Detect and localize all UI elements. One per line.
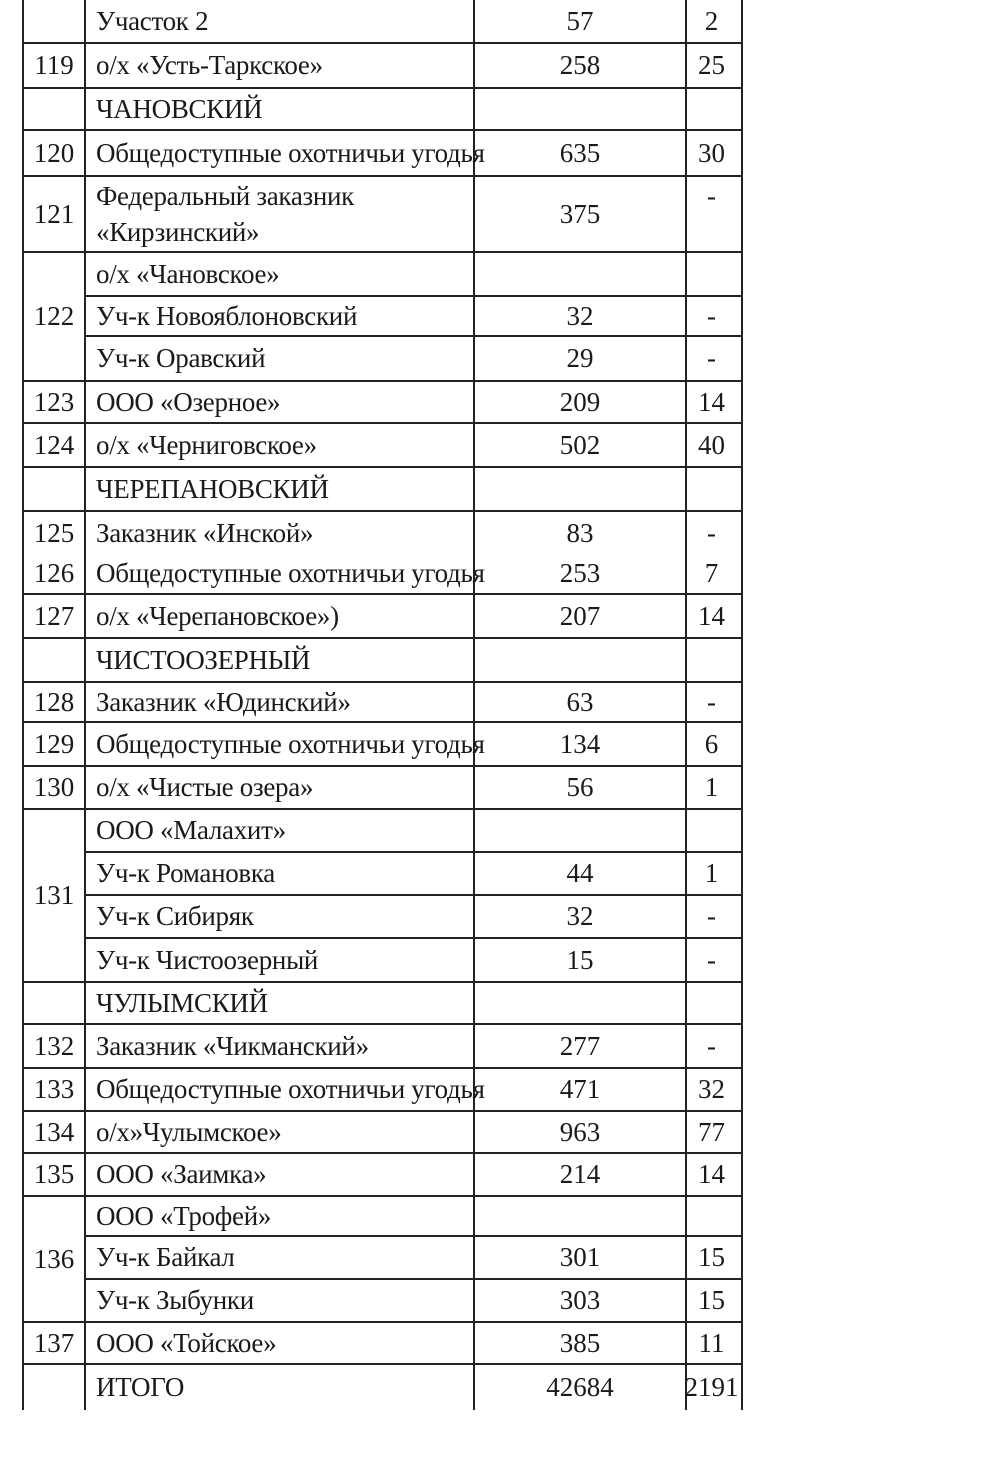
row-area xyxy=(475,810,687,853)
row-number: 134 xyxy=(22,1112,86,1154)
row-name: Общедоступные охотничьи угодья xyxy=(86,1069,475,1112)
row-count: 2 xyxy=(682,0,743,44)
row-number xyxy=(22,89,86,131)
row-area: 253 xyxy=(475,554,687,595)
row-area xyxy=(475,639,687,683)
row-area: 258 xyxy=(475,44,687,89)
row-number: 133 xyxy=(22,1069,86,1112)
row-name: Уч-к Сибиряк xyxy=(86,896,475,939)
row-name: Уч-к Байкал xyxy=(86,1237,475,1280)
row-area: 32 xyxy=(475,896,687,939)
row-name: Уч-к Чистоозерный xyxy=(86,939,475,983)
row-area: 214 xyxy=(475,1154,687,1197)
row-number: 128 xyxy=(22,683,86,723)
row-number: 125 xyxy=(22,512,86,554)
row-area: 63 xyxy=(475,683,687,723)
row-count: - xyxy=(682,297,743,337)
row-name: ЧИСТООЗЕРНЫЙ xyxy=(86,639,475,683)
row-number xyxy=(22,468,86,512)
row-count: - xyxy=(682,177,743,253)
row-number: 131 xyxy=(22,810,86,983)
row-name: Заказник «Юдинский» xyxy=(86,683,475,723)
row-name: ООО «Малахит» xyxy=(86,810,475,853)
row-area: 207 xyxy=(475,595,687,639)
row-count xyxy=(682,253,743,297)
row-name: Заказник «Инской» xyxy=(86,512,475,554)
row-name: Общедоступные охотничьи угодья xyxy=(86,723,475,767)
row-name: ЧУЛЫМСКИЙ xyxy=(86,983,475,1025)
row-name: ООО «Трофей» xyxy=(86,1197,475,1237)
row-area: 134 xyxy=(475,723,687,767)
row-area: 15 xyxy=(475,939,687,983)
row-area: 635 xyxy=(475,131,687,177)
row-count: - xyxy=(682,337,743,382)
row-area: 209 xyxy=(475,382,687,424)
row-count: - xyxy=(682,683,743,723)
row-count xyxy=(682,810,743,853)
row-count: 6 xyxy=(682,723,743,767)
row-count: 14 xyxy=(682,382,743,424)
row-number xyxy=(22,1365,86,1410)
row-name: ЧЕРЕПАНОВСКИЙ xyxy=(86,468,475,512)
row-number: 126 xyxy=(22,554,86,595)
row-count xyxy=(682,983,743,1025)
row-count: 40 xyxy=(682,424,743,468)
row-count: - xyxy=(682,939,743,983)
row-area xyxy=(475,468,687,512)
row-area xyxy=(475,1197,687,1237)
row-name: Общедоступные охотничьи угодья xyxy=(86,554,475,595)
row-number: 132 xyxy=(22,1025,86,1069)
row-name: о/х «Усть-Таркское» xyxy=(86,44,475,89)
row-count: - xyxy=(682,1025,743,1069)
row-number: 137 xyxy=(22,1323,86,1365)
row-count: 2191 xyxy=(682,1365,743,1410)
row-name: ООО «Тойское» xyxy=(86,1323,475,1365)
row-number: 122 xyxy=(22,253,86,382)
row-area: 963 xyxy=(475,1112,687,1154)
row-name: ООО «Заимка» xyxy=(86,1154,475,1197)
row-number: 124 xyxy=(22,424,86,468)
row-area: 44 xyxy=(475,853,687,896)
row-area: 42684 xyxy=(475,1365,687,1410)
row-area xyxy=(475,89,687,131)
row-count xyxy=(682,468,743,512)
row-count: 25 xyxy=(682,44,743,89)
row-area: 301 xyxy=(475,1237,687,1280)
row-number: 130 xyxy=(22,767,86,810)
row-area: 277 xyxy=(475,1025,687,1069)
row-name: Федеральный заказник «Кирзинский» xyxy=(86,177,475,253)
row-count: 77 xyxy=(682,1112,743,1154)
row-area: 502 xyxy=(475,424,687,468)
row-count: 14 xyxy=(682,1154,743,1197)
row-count: - xyxy=(682,896,743,939)
row-count: 11 xyxy=(682,1323,743,1365)
row-number: 121 xyxy=(22,177,86,253)
row-number xyxy=(22,639,86,683)
row-number xyxy=(22,983,86,1025)
row-name: о/х»Чулымское» xyxy=(86,1112,475,1154)
row-area xyxy=(475,253,687,297)
row-area: 32 xyxy=(475,297,687,337)
row-count: - xyxy=(682,512,743,554)
row-number: 135 xyxy=(22,1154,86,1197)
row-name: Заказник «Чикманский» xyxy=(86,1025,475,1069)
row-name: Уч-к Романовка xyxy=(86,853,475,896)
row-count xyxy=(682,89,743,131)
row-area: 29 xyxy=(475,337,687,382)
row-name: ООО «Озерное» xyxy=(86,382,475,424)
row-number: 119 xyxy=(22,44,86,89)
row-count: 15 xyxy=(682,1237,743,1280)
row-area xyxy=(475,983,687,1025)
row-name: о/х «Черепановское») xyxy=(86,595,475,639)
row-number: 120 xyxy=(22,131,86,177)
row-name: о/х «Чановское» xyxy=(86,253,475,297)
row-name: Участок 2 xyxy=(86,0,475,44)
row-count: 30 xyxy=(682,131,743,177)
row-name: ЧАНОВСКИЙ xyxy=(86,89,475,131)
row-area: 56 xyxy=(475,767,687,810)
row-number: 123 xyxy=(22,382,86,424)
row-count: 15 xyxy=(682,1280,743,1323)
row-name: Уч-к Оравский xyxy=(86,337,475,382)
row-count: 7 xyxy=(682,554,743,595)
row-name: Уч-к Новояблоновский xyxy=(86,297,475,337)
hunting-grounds-table xyxy=(22,0,743,1407)
row-count: 1 xyxy=(682,767,743,810)
row-name: о/х «Черниговское» xyxy=(86,424,475,468)
row-count: 32 xyxy=(682,1069,743,1112)
row-count xyxy=(682,1197,743,1237)
row-area: 83 xyxy=(475,512,687,554)
row-area: 471 xyxy=(475,1069,687,1112)
row-count: 14 xyxy=(682,595,743,639)
row-count: 1 xyxy=(682,853,743,896)
row-name: о/х «Чистые озера» xyxy=(86,767,475,810)
row-name: Общедоступные охотничьи угодья xyxy=(86,131,475,177)
row-area: 57 xyxy=(475,0,687,44)
row-name: ИТОГО xyxy=(86,1365,475,1410)
row-number: 127 xyxy=(22,595,86,639)
row-name: Уч-к Зыбунки xyxy=(86,1280,475,1323)
row-area: 385 xyxy=(475,1323,687,1365)
row-count xyxy=(682,639,743,683)
row-area: 375 xyxy=(475,177,687,253)
row-number xyxy=(22,0,86,44)
row-number: 136 xyxy=(22,1197,86,1323)
row-number: 129 xyxy=(22,723,86,767)
row-area: 303 xyxy=(475,1280,687,1323)
